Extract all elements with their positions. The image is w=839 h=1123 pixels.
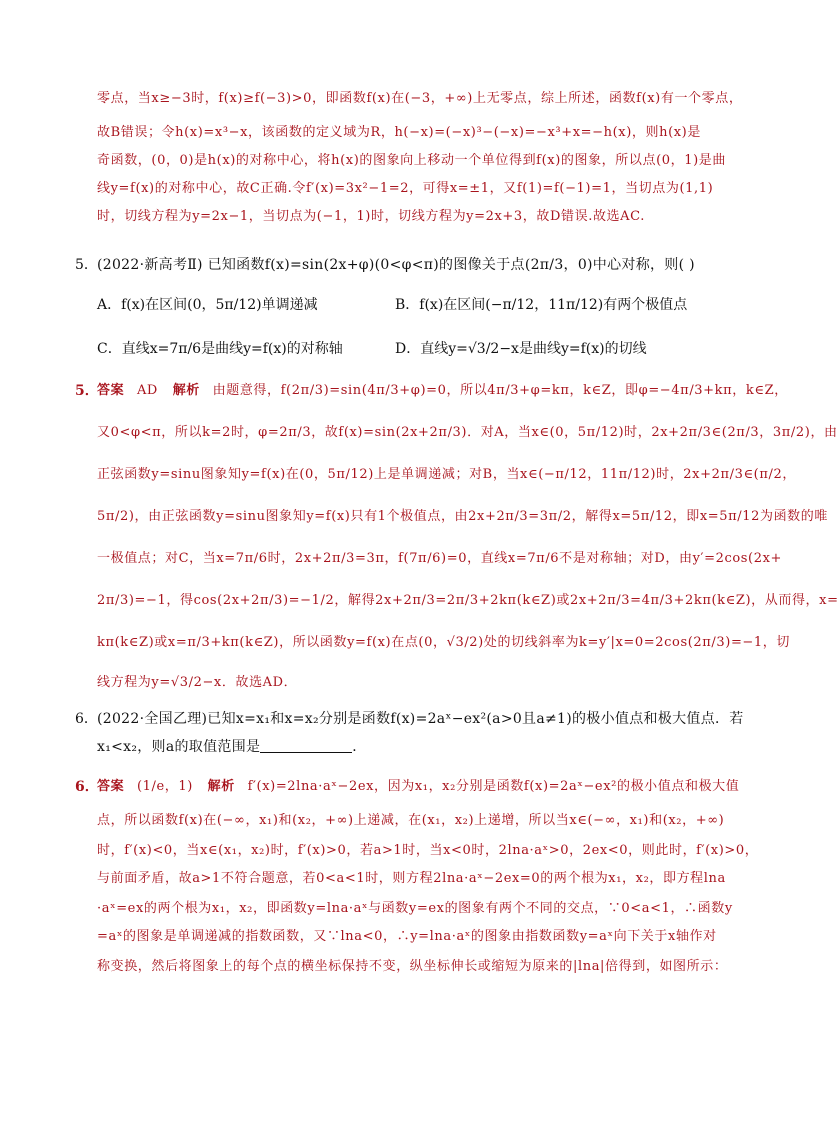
solution-continuation-line-4: 线y=f(x)的对称中心，故C正确.令f′(x)=3x²−1=2，可得x=±1，又f(1)=f(−1)=1，当切点为(1,1): [97, 181, 714, 196]
answer-6-line-3: 时，f′(x)<0，当x∈(x₁，x₂)时，f′(x)>0，若a>1时，当x<0时，2lna·aˣ>0，2ex<0，则此时，f′(x)>0，: [97, 843, 759, 858]
answer-5-line-3: 正弦函数y=sinu图象知y=f(x)在(0，5π/12)上是单调递减；对B，当x∈(−π/12，11π/12)时，2x+2π/3∈(π/2，: [97, 467, 796, 482]
answer-5-choice: AD: [136, 383, 158, 398]
solution-continuation-line-1: 零点，当x≥−3时，f(x)≥f(−3)>0，即函数f(x)在(−3，+∞)上无零点，综上所述，函数f(x)有一个零点，: [97, 91, 743, 106]
analysis-label: 解析: [207, 779, 235, 794]
question-6-line-1: (2022·全国乙理)已知x=x₁和x=x₂分别是函数f(x)=2aˣ−ex²(a>0且a≠1)的极小值点和极大值点．若: [97, 711, 744, 727]
solution-continuation-line-3: 奇函数，(0，0)是h(x)的对称中心，将h(x)的图象向上移动一个单位得到f(x)的图象，所以点(0，1)是曲: [97, 153, 726, 168]
solution-continuation-line-2: 故B错误；令h(x)=x³−x，该函数的定义域为R，h(−x)=(−x)³−(−x)=−x³+x=−h(x)，则h(x)是: [97, 125, 701, 140]
question-5-option-b: B．f(x)在区间(−π/12，11π/12)有两个极值点: [395, 297, 688, 313]
answer-5-line-7: kπ(k∈Z)或x=π/3+kπ(k∈Z)，所以函数y=f(x)在点(0，√3/2)处的切线斜率为k=y′|x=0=2cos(2π/3)=−1，切: [97, 635, 790, 650]
answer-label: 答案: [97, 779, 125, 794]
answer-6-line-5: ·aˣ=ex的两个根为x₁，x₂，即函数y=lna·aˣ与函数y=ex的图象有两个不同的交点，∵0<a<1，∴函数y: [97, 901, 733, 916]
question-6-line-2-end: ．: [352, 739, 367, 755]
answer-5-number: 5．: [75, 383, 99, 399]
answer-5-line-2: 又0<φ<π，所以k=2时，φ=2π/3，故f(x)=sin(2x+2π/3)．对A，当x∈(0，5π/12)时，2x+2π/3∈(2π/3，3π/2)，由: [97, 425, 838, 440]
answer-5-line-6: 2π/3)=−1，得cos(2x+2π/3)=−1/2，解得2x+2π/3=2π/3+2kπ(k∈Z)或2x+2π/3=4π/3+2kπ(k∈Z)，从而得，x=: [97, 593, 839, 608]
answer-blank: [260, 738, 352, 753]
question-6-number: 6．: [75, 711, 98, 727]
question-5-option-a: A．f(x)在区间(0，5π/12)单调递减: [97, 297, 318, 313]
answer-5-line-8: 线方程为y=√3/2−x．故选AD．: [97, 675, 298, 690]
answer-6-line-2: 点，所以函数f(x)在(−∞，x₁)和(x₂，+∞)上递减，在(x₁，x₂)上递增，所以当x∈(−∞，x₁)和(x₂，+∞): [97, 813, 725, 828]
answer-6-text-1: f′(x)=2lna·aˣ−2ex，因为x₁，x₂分别是函数f(x)=2aˣ−ex²的极小值点和极大值: [247, 779, 740, 794]
answer-label: 答案: [97, 383, 125, 398]
answer-5-line-1: [97, 380, 788, 402]
answer-6-line-1: [97, 776, 740, 798]
question-5-option-c: C．直线x=7π/6是曲线y=f(x)的对称轴: [97, 341, 343, 357]
answer-6-line-4: 与前面矛盾，故a>1不符合题意，若0<a<1时，则方程2lna·aˣ−2ex=0的两个根为x₁，x₂，即方程lna: [97, 871, 726, 886]
solution-continuation-line-5: 时，切线方程为y=2x−1，当切点为(−1，1)时，切线方程为y=2x+3，故D错误.故选AC.: [97, 209, 645, 224]
analysis-label: 解析: [172, 383, 200, 398]
question-5-option-d: D．直线y=√3/2−x是曲线y=f(x)的切线: [395, 341, 647, 357]
question-5-stem: (2022·新高考Ⅱ) 已知函数f(x)=sin(2x+φ)(0<φ<π)的图像关于点(2π/3，0)中心对称，则( ): [97, 257, 695, 273]
answer-5-text-1: 由题意得，f(2π/3)=sin(4π/3+φ)=0，所以4π/3+φ=kπ，k∈Z，即φ=−4π/3+kπ，k∈Z，: [212, 383, 788, 398]
question-6-line-2-text: x₁<x₂，则a的取值范围是: [97, 739, 261, 755]
question-6-line-2: [97, 736, 710, 758]
answer-6-line-7: 称变换，然后将图象上的每个点的横坐标保持不变，纵坐标伸长或缩短为原来的|lna|倍得到，如图所示：: [97, 959, 728, 974]
answer-5-line-5: 一极值点；对C，当x=7π/6时，2x+2π/3=3π，f(7π/6)=0，直线x=7π/6不是对称轴；对D，由y′=2cos(2x+: [97, 551, 783, 566]
question-5-number: 5．: [75, 257, 98, 273]
answer-6-value: (1/e，1): [136, 779, 193, 794]
answer-5-line-4: 5π/2)，由正弦函数y=sinu图象知y=f(x)只有1个极值点，由2x+2π/3=3π/2，解得x=5π/12，即x=5π/12为函数的唯: [97, 509, 828, 524]
answer-6-number: 6．: [75, 779, 99, 795]
answer-6-line-6: =aˣ的图象是单调递减的指数函数，又∵lna<0，∴y=lna·aˣ的图象由指数函数y=aˣ向下关于x轴作对: [97, 929, 717, 944]
